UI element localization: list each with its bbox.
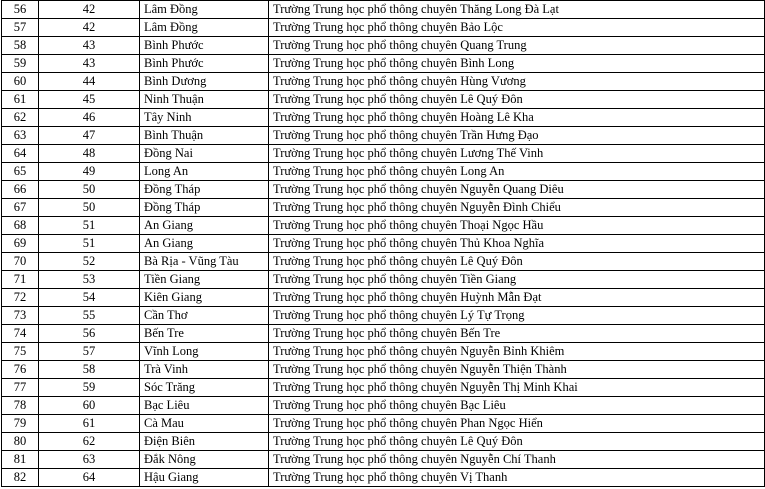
province-name-cell: Điện Biên [140,433,269,451]
table-row [2,289,765,307]
school-name-cell: Trường Trung học phổ thông chuyên Thoại Ngọc Hầu [269,217,765,235]
row-number-cell: 82 [2,469,39,487]
row-number-cell: 79 [2,415,39,433]
school-name-cell: Trường Trung học phổ thông chuyên Bến Tre [269,325,765,343]
province-code-cell: 46 [39,109,140,127]
table-row [2,181,765,199]
province-name-cell: Bình Phước [140,37,269,55]
province-code-cell: 43 [39,37,140,55]
province-name-cell: Kiên Giang [140,289,269,307]
province-code-cell: 55 [39,307,140,325]
province-code-cell: 42 [39,19,140,37]
province-name-cell: Ninh Thuận [140,91,269,109]
province-code-cell: 56 [39,325,140,343]
school-name-cell: Trường Trung học phổ thông chuyên Phan Ngọc Hiển [269,415,765,433]
school-name-cell: Trường Trung học phổ thông chuyên Bảo Lộc [269,19,765,37]
school-name-cell: Trường Trung học phổ thông chuyên Nguyễn Thiện Thành [269,361,765,379]
row-number-cell: 71 [2,271,39,289]
table-row [2,361,765,379]
province-code-cell: 61 [39,415,140,433]
table-row [2,91,765,109]
school-name-cell: Trường Trung học phổ thông chuyên Nguyễn Bỉnh Khiêm [269,343,765,361]
school-name-cell: Trường Trung học phổ thông chuyên Lê Quý Đôn [269,253,765,271]
row-number-cell: 63 [2,127,39,145]
province-code-cell: 57 [39,343,140,361]
province-name-cell: Long An [140,163,269,181]
table-row [2,37,765,55]
province-code-cell: 50 [39,199,140,217]
province-code-cell: 52 [39,253,140,271]
table-row [2,235,765,253]
table-row [2,415,765,433]
row-number-cell: 81 [2,451,39,469]
school-name-cell: Trường Trung học phổ thông chuyên Lý Tự Trọng [269,307,765,325]
table-row [2,451,765,469]
province-code-cell: 59 [39,379,140,397]
table-row [2,217,765,235]
province-name-cell: Trà Vinh [140,361,269,379]
row-number-cell: 78 [2,397,39,415]
row-number-cell: 64 [2,145,39,163]
school-name-cell: Trường Trung học phổ thông chuyên Bạc Liêu [269,397,765,415]
province-name-cell: Đắk Nông [140,451,269,469]
table-row [2,1,765,19]
school-name-cell: Trường Trung học phổ thông chuyên Long An [269,163,765,181]
school-name-cell: Trường Trung học phổ thông chuyên Huỳnh Mẫn Đạt [269,289,765,307]
row-number-cell: 67 [2,199,39,217]
row-number-cell: 60 [2,73,39,91]
table-row [2,109,765,127]
province-name-cell: Lâm Đồng [140,1,269,19]
province-code-cell: 43 [39,55,140,73]
province-code-cell: 51 [39,235,140,253]
province-name-cell: Đồng Tháp [140,181,269,199]
province-code-cell: 63 [39,451,140,469]
row-number-cell: 69 [2,235,39,253]
school-name-cell: Trường Trung học phổ thông chuyên Quang Trung [269,37,765,55]
province-name-cell: Tiền Giang [140,271,269,289]
school-table [1,0,765,487]
table-row [2,343,765,361]
province-name-cell: An Giang [140,217,269,235]
row-number-cell: 75 [2,343,39,361]
row-number-cell: 66 [2,181,39,199]
province-code-cell: 60 [39,397,140,415]
table-row [2,145,765,163]
school-name-cell: Trường Trung học phổ thông chuyên Nguyễn Quang Diêu [269,181,765,199]
school-name-cell: Trường Trung học phổ thông chuyên Tiền Giang [269,271,765,289]
school-name-cell: Trường Trung học phổ thông chuyên Nguyễn Chí Thanh [269,451,765,469]
province-name-cell: Bình Dương [140,73,269,91]
province-code-cell: 64 [39,469,140,487]
province-code-cell: 42 [39,1,140,19]
row-number-cell: 77 [2,379,39,397]
row-number-cell: 61 [2,91,39,109]
province-name-cell: Cần Thơ [140,307,269,325]
province-code-cell: 50 [39,181,140,199]
province-code-cell: 54 [39,289,140,307]
school-name-cell: Trường Trung học phổ thông chuyên Nguyễn Thị Minh Khai [269,379,765,397]
province-code-cell: 53 [39,271,140,289]
province-name-cell: Bà Rịa - Vũng Tàu [140,253,269,271]
table-row [2,253,765,271]
table-row [2,325,765,343]
province-name-cell: Bình Phước [140,55,269,73]
row-number-cell: 65 [2,163,39,181]
row-number-cell: 56 [2,1,39,19]
row-number-cell: 59 [2,55,39,73]
table-row [2,397,765,415]
table-row [2,307,765,325]
table-row [2,433,765,451]
row-number-cell: 72 [2,289,39,307]
school-name-cell: Trường Trung học phổ thông chuyên Trần Hưng Đạo [269,127,765,145]
school-name-cell: Trường Trung học phổ thông chuyên Hùng Vương [269,73,765,91]
table-row [2,163,765,181]
row-number-cell: 74 [2,325,39,343]
province-code-cell: 44 [39,73,140,91]
table-row [2,469,765,487]
row-number-cell: 73 [2,307,39,325]
province-code-cell: 48 [39,145,140,163]
table-row [2,19,765,37]
province-name-cell: Sóc Trăng [140,379,269,397]
province-name-cell: Tây Ninh [140,109,269,127]
row-number-cell: 62 [2,109,39,127]
table-body [2,1,765,487]
province-name-cell: Đồng Tháp [140,199,269,217]
school-name-cell: Trường Trung học phổ thông chuyên Thăng Long Đà Lạt [269,1,765,19]
row-number-cell: 58 [2,37,39,55]
province-name-cell: Cà Mau [140,415,269,433]
row-number-cell: 68 [2,217,39,235]
row-number-cell: 76 [2,361,39,379]
province-name-cell: Vĩnh Long [140,343,269,361]
school-name-cell: Trường Trung học phổ thông chuyên Hoàng Lê Kha [269,109,765,127]
school-name-cell: Trường Trung học phổ thông chuyên Thủ Khoa Nghĩa [269,235,765,253]
province-code-cell: 47 [39,127,140,145]
school-name-cell: Trường Trung học phổ thông chuyên Lương Thế Vinh [269,145,765,163]
school-name-cell: Trường Trung học phổ thông chuyên Nguyễn Đình Chiểu [269,199,765,217]
province-code-cell: 62 [39,433,140,451]
province-name-cell: Bình Thuận [140,127,269,145]
province-code-cell: 49 [39,163,140,181]
table-row [2,379,765,397]
province-name-cell: Bến Tre [140,325,269,343]
province-name-cell: Đồng Nai [140,145,269,163]
table-row [2,199,765,217]
province-code-cell: 45 [39,91,140,109]
table-row [2,55,765,73]
province-name-cell: Hậu Giang [140,469,269,487]
table-row [2,73,765,91]
school-name-cell: Trường Trung học phổ thông chuyên Lê Quý Đôn [269,433,765,451]
school-name-cell: Trường Trung học phổ thông chuyên Bình Long [269,55,765,73]
province-code-cell: 51 [39,217,140,235]
school-name-cell: Trường Trung học phổ thông chuyên Lê Quý Đôn [269,91,765,109]
province-code-cell: 58 [39,361,140,379]
table-row [2,127,765,145]
school-name-cell: Trường Trung học phổ thông chuyên Vị Thanh [269,469,765,487]
row-number-cell: 57 [2,19,39,37]
province-name-cell: Bạc Liêu [140,397,269,415]
table-row [2,271,765,289]
province-name-cell: An Giang [140,235,269,253]
row-number-cell: 80 [2,433,39,451]
row-number-cell: 70 [2,253,39,271]
province-name-cell: Lâm Đồng [140,19,269,37]
